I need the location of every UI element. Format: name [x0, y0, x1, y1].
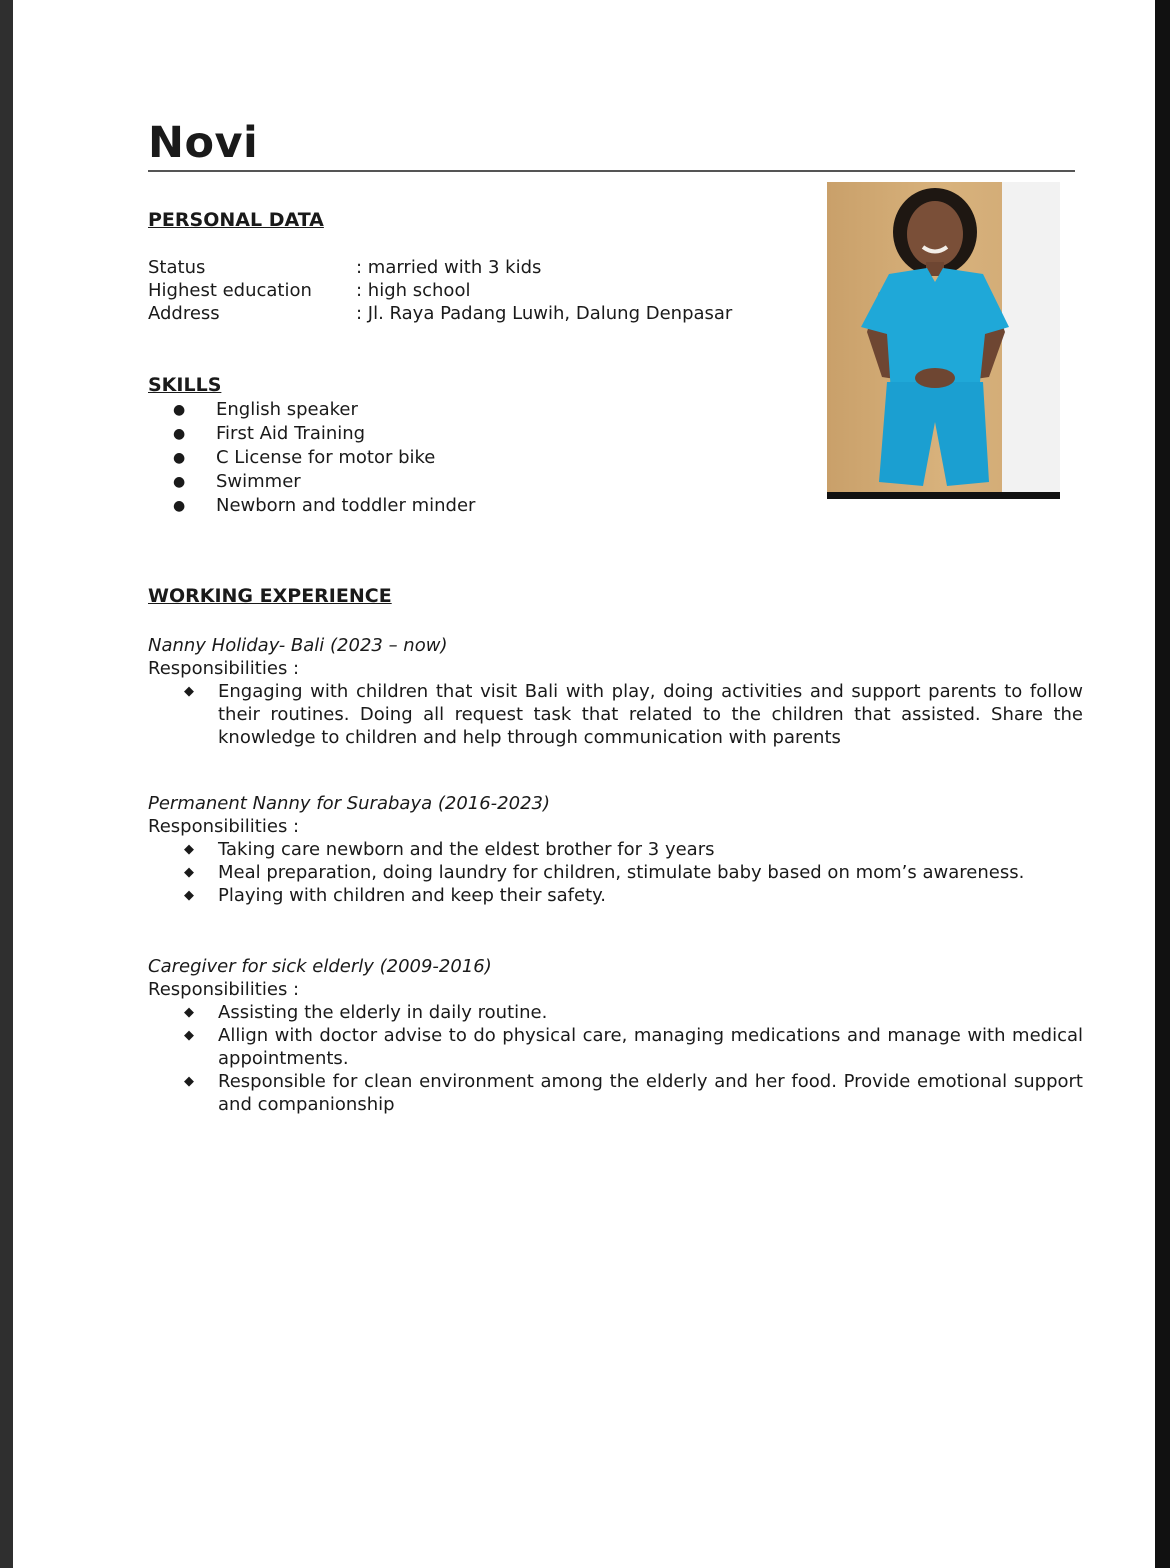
responsibilities-list [148, 1001, 1083, 1116]
responsibilities-list [148, 680, 1083, 749]
bullet-icon: ● [173, 450, 186, 466]
list-item [148, 680, 1083, 749]
responsibility-text: Engaging with children that visit Bali with play, doing activities and support parents to follow their routines. Doing all request task that related to the children that assisted. Share the knowledge to children and help through communication with parents [218, 681, 1083, 748]
responsibility-text: Responsible for clean environment among the elderly and her food. Provide emotional support and companionship [218, 1071, 1083, 1115]
diamond-bullet-icon: ◆ [184, 1028, 194, 1043]
job-title: Caregiver for sick elderly (2009-2016) [148, 956, 492, 977]
skills-list [173, 398, 475, 518]
responsibility-text: Taking care newborn and the eldest brother for 3 years [218, 839, 715, 860]
job-entry [148, 792, 1083, 907]
diamond-bullet-icon: ◆ [184, 842, 194, 857]
list-item [148, 861, 1083, 884]
screen-edge-right [1155, 0, 1170, 1568]
skills-heading: SKILLS [148, 374, 222, 396]
list-item [148, 838, 1083, 861]
skill-text: Swimmer [216, 471, 301, 492]
bullet-icon: ● [173, 498, 186, 514]
personal-data-row [148, 279, 732, 302]
diamond-bullet-icon: ◆ [184, 1005, 194, 1020]
list-item [173, 398, 475, 422]
list-item [148, 1070, 1083, 1116]
skill-text: Newborn and toddler minder [216, 495, 476, 516]
responsibilities-list [148, 838, 1083, 907]
person-photo [827, 182, 1060, 499]
list-item [148, 1024, 1083, 1070]
job-title: Permanent Nanny for Surabaya (2016-2023) [148, 793, 551, 814]
responsibility-text: Assisting the elderly in daily routine. [218, 1002, 548, 1023]
personal-data-row [148, 256, 732, 279]
skill-text: English speaker [216, 399, 358, 420]
row-value: : Jl. Raya Padang Luwih, Dalung Denpasar [356, 303, 733, 324]
list-item [148, 1001, 1083, 1024]
working-experience-heading: WORKING EXPERIENCE [148, 585, 392, 607]
job-entry [148, 955, 1083, 1116]
personal-data-table [148, 256, 732, 325]
row-label: Address [148, 303, 220, 324]
personal-data-row [148, 302, 732, 325]
row-label: Status [148, 257, 206, 278]
row-value: : married with 3 kids [356, 257, 542, 278]
job-entry [148, 634, 1083, 749]
list-item [173, 470, 475, 494]
diamond-bullet-icon: ◆ [184, 684, 194, 699]
responsibility-text: Playing with children and keep their safety. [218, 885, 606, 906]
personal-data-heading: PERSONAL DATA [148, 209, 324, 231]
diamond-bullet-icon: ◆ [184, 865, 194, 880]
skill-text: First Aid Training [216, 423, 366, 444]
skill-text: C License for motor bike [216, 447, 436, 468]
screen-edge-left [0, 0, 13, 1568]
list-item [173, 446, 475, 470]
responsibility-text: Allign with doctor advise to do physical care, managing medications and manage with medical appointments. [218, 1025, 1083, 1069]
resume-page [13, 0, 1155, 1568]
bullet-icon: ● [173, 474, 186, 490]
list-item [173, 422, 475, 446]
responsibilities-label: Responsibilities : [148, 979, 300, 1000]
job-title: Nanny Holiday- Bali (2023 – now) [148, 635, 448, 656]
header-divider [148, 170, 1075, 172]
list-item [148, 884, 1083, 907]
row-label: Highest education [148, 280, 312, 301]
responsibility-text: Meal preparation, doing laundry for children, stimulate baby based on mom’s awareness. [218, 862, 1025, 883]
candidate-name: Novi [148, 118, 259, 168]
list-item [173, 494, 475, 518]
bullet-icon: ● [173, 402, 186, 418]
diamond-bullet-icon: ◆ [184, 888, 194, 903]
diamond-bullet-icon: ◆ [184, 1074, 194, 1089]
row-value: : high school [356, 280, 471, 301]
bullet-icon: ● [173, 426, 186, 442]
responsibilities-label: Responsibilities : [148, 816, 300, 837]
responsibilities-label: Responsibilities : [148, 658, 300, 679]
